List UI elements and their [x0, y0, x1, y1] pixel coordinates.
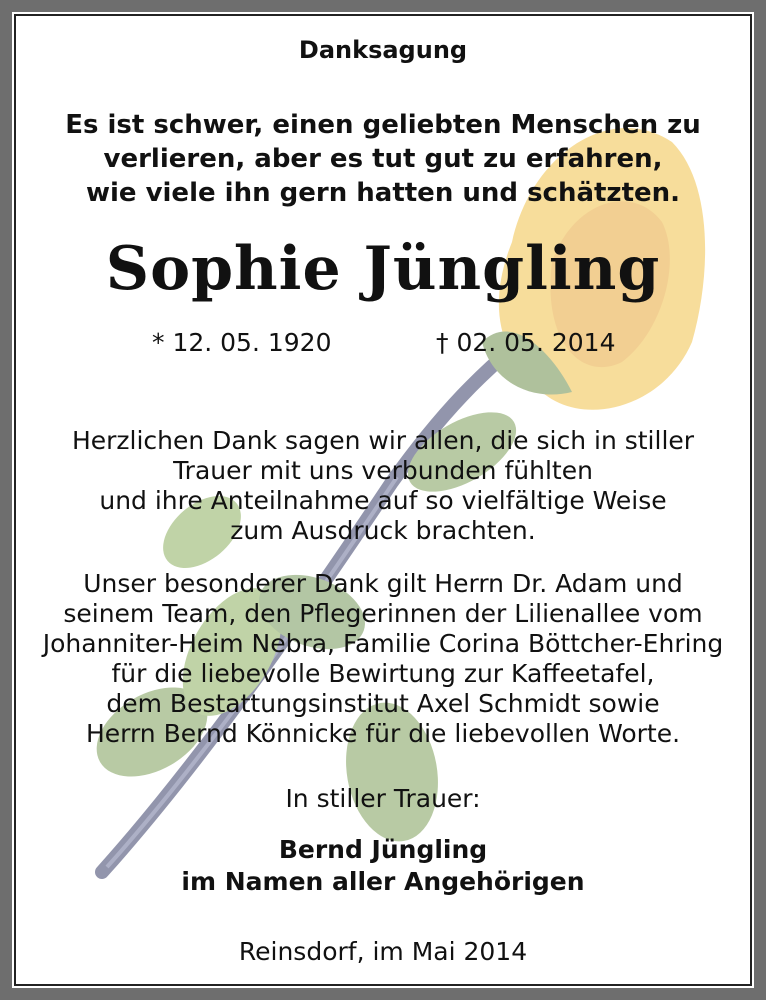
intro-line: Es ist schwer, einen geliebten Menschen zu: [65, 110, 701, 140]
birth-date: * 12. 05. 1920: [152, 328, 332, 357]
text-line: zum Ausdruck brachten.: [230, 516, 536, 545]
thanks-paragraph-2: [12, 569, 754, 749]
text-line: für die liebevolle Bewirtung zur Kaffeetafel,: [111, 659, 655, 688]
signatory-name: Bernd Jüngling: [278, 835, 488, 864]
intro-line: wie viele ihn gern hatten und schätzten.: [85, 178, 681, 208]
mourning-label: In stiller Trauer:: [285, 784, 481, 813]
intro-line: verlieren, aber es tut gut zu erfahren,: [103, 144, 663, 174]
text-line: Johanniter-Heim Nebra, Familie Corina Böttcher-Ehring: [42, 629, 724, 658]
text-line: Herrn Bernd Könnicke für die liebevollen Worte.: [85, 719, 681, 748]
thanks-paragraph-1: [12, 426, 754, 546]
death-date: † 02. 05. 2014: [436, 328, 616, 357]
place-date: Reinsdorf, im Mai 2014: [238, 937, 528, 966]
text-line: und ihre Anteilnahme auf so vielfältige Weise: [99, 486, 667, 515]
signatory-note: im Namen aller Angehörigen: [181, 867, 585, 896]
text-line: dem Bestattungsinstitut Axel Schmidt sowie: [106, 689, 660, 718]
text-line: Herzlichen Dank sagen wir allen, die sich in stiller: [71, 426, 695, 455]
heading-danksagung: Danksagung: [298, 36, 468, 64]
deceased-name: Sophie Jüngling: [105, 234, 661, 304]
text-line: Trauer mit uns verbunden fühlten: [173, 456, 593, 485]
text-line: seinem Team, den Pflegerinnen der Lilienallee vom: [63, 599, 703, 628]
signatory: [12, 834, 754, 898]
intro-quote: [12, 108, 754, 210]
text-line: Unser besonderer Dank gilt Herrn Dr. Adam und: [83, 569, 683, 598]
